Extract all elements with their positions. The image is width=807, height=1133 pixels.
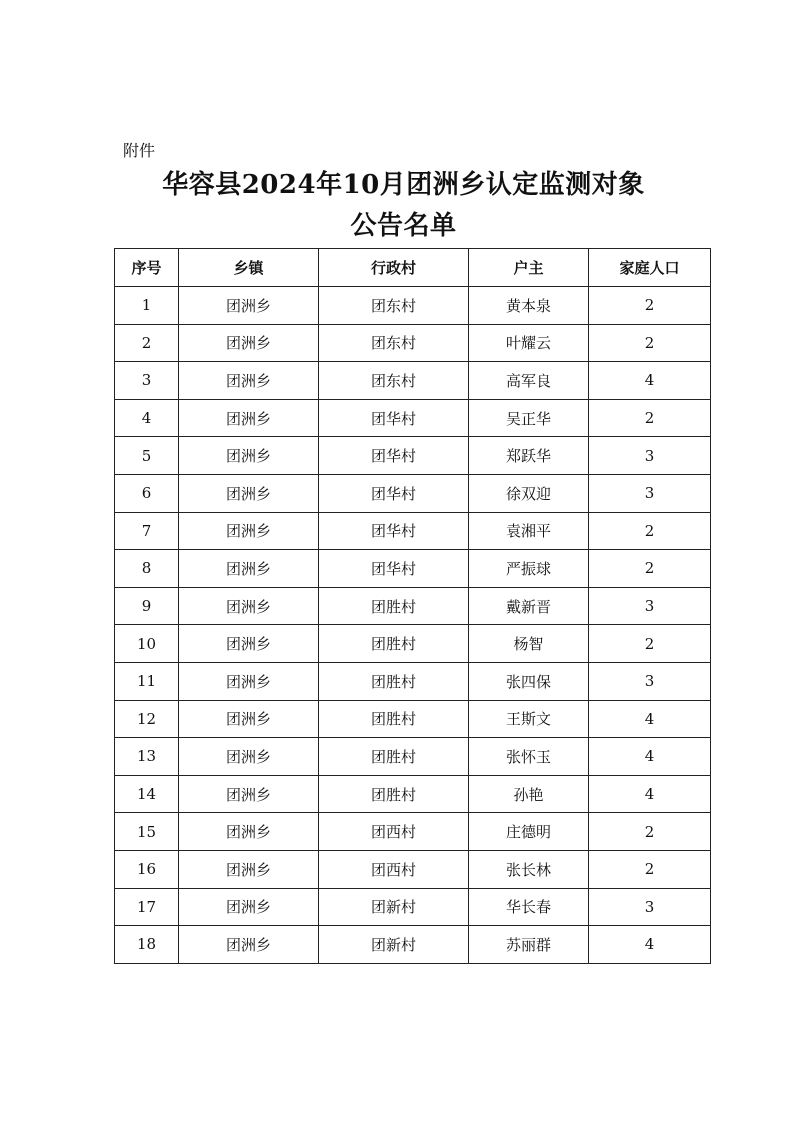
township-cell: 团洲乡 [179,512,319,550]
township-cell: 团洲乡 [179,662,319,700]
household-size-cell: 4 [589,775,711,813]
household-size-cell: 2 [589,512,711,550]
table-row [115,550,711,588]
household-size-cell: 3 [589,437,711,475]
table-header [115,249,711,287]
village-cell: 团新村 [319,888,469,926]
header-householder: 户主 [469,249,589,287]
village-cell: 团东村 [319,287,469,325]
table-row [115,324,711,362]
householder-cell: 严振球 [469,550,589,588]
householder-cell: 袁湘平 [469,512,589,550]
header-row [115,249,711,287]
table-row [115,888,711,926]
household-size-cell: 4 [589,700,711,738]
village-cell: 团东村 [319,362,469,400]
household-size-cell: 4 [589,926,711,964]
township-cell: 团洲乡 [179,813,319,851]
household-size-cell: 2 [589,813,711,851]
serial-cell: 10 [115,625,179,663]
township-cell: 团洲乡 [179,287,319,325]
household-size-cell: 3 [589,662,711,700]
householder-cell: 杨智 [469,625,589,663]
householder-cell: 张四保 [469,662,589,700]
township-cell: 团洲乡 [179,437,319,475]
table-row [115,362,711,400]
householder-cell: 高军良 [469,362,589,400]
household-size-cell: 2 [589,324,711,362]
table-row [115,512,711,550]
attachment-label: 附件 [123,141,156,160]
table-row [115,287,711,325]
village-cell: 团西村 [319,813,469,851]
village-cell: 团胜村 [319,662,469,700]
serial-cell: 14 [115,775,179,813]
serial-cell: 12 [115,700,179,738]
table-row [115,399,711,437]
household-size-cell: 3 [589,474,711,512]
table-row [115,587,711,625]
serial-cell: 7 [115,512,179,550]
monitoring-roster-table [114,248,711,964]
serial-cell: 3 [115,362,179,400]
household-size-cell: 2 [589,625,711,663]
village-cell: 团胜村 [319,625,469,663]
village-cell: 团华村 [319,437,469,475]
serial-cell: 4 [115,399,179,437]
serial-cell: 17 [115,888,179,926]
serial-cell: 8 [115,550,179,588]
table-row [115,437,711,475]
village-cell: 团新村 [319,926,469,964]
township-cell: 团洲乡 [179,926,319,964]
township-cell: 团洲乡 [179,474,319,512]
header-serial: 序号 [115,249,179,287]
serial-cell: 1 [115,287,179,325]
table-row [115,662,711,700]
household-size-cell: 4 [589,738,711,776]
householder-cell: 华长春 [469,888,589,926]
householder-cell: 孙艳 [469,775,589,813]
serial-cell: 5 [115,437,179,475]
table-row [115,700,711,738]
household-size-cell: 3 [589,587,711,625]
serial-cell: 13 [115,738,179,776]
document-title: 华容县2024年10月团洲乡认定监测对象 [162,170,645,200]
householder-cell: 苏丽群 [469,926,589,964]
household-size-cell: 4 [589,362,711,400]
village-cell: 团胜村 [319,738,469,776]
householder-cell: 王斯文 [469,700,589,738]
header-household-size: 家庭人口 [589,249,711,287]
table-row [115,926,711,964]
village-cell: 团华村 [319,399,469,437]
village-cell: 团华村 [319,474,469,512]
township-cell: 团洲乡 [179,550,319,588]
township-cell: 团洲乡 [179,738,319,776]
township-cell: 团洲乡 [179,399,319,437]
township-cell: 团洲乡 [179,625,319,663]
householder-cell: 吴正华 [469,399,589,437]
householder-cell: 郑跃华 [469,437,589,475]
serial-cell: 18 [115,926,179,964]
township-cell: 团洲乡 [179,324,319,362]
serial-cell: 6 [115,474,179,512]
village-cell: 团东村 [319,324,469,362]
village-cell: 团华村 [319,512,469,550]
householder-cell: 张怀玉 [469,738,589,776]
header-township: 乡镇 [179,249,319,287]
township-cell: 团洲乡 [179,775,319,813]
village-cell: 团西村 [319,850,469,888]
township-cell: 团洲乡 [179,587,319,625]
table-row [115,625,711,663]
township-cell: 团洲乡 [179,850,319,888]
village-cell: 团胜村 [319,775,469,813]
village-cell: 团华村 [319,550,469,588]
householder-cell: 张长林 [469,850,589,888]
household-size-cell: 3 [589,888,711,926]
table-row [115,738,711,776]
table-body [115,287,711,964]
householder-cell: 庄德明 [469,813,589,851]
township-cell: 团洲乡 [179,888,319,926]
household-size-cell: 2 [589,287,711,325]
serial-cell: 15 [115,813,179,851]
household-size-cell: 2 [589,550,711,588]
table-row [115,474,711,512]
householder-cell: 叶耀云 [469,324,589,362]
serial-cell: 16 [115,850,179,888]
village-cell: 团胜村 [319,587,469,625]
household-size-cell: 2 [589,850,711,888]
header-village: 行政村 [319,249,469,287]
table-row [115,850,711,888]
householder-cell: 徐双迎 [469,474,589,512]
document-subtitle: 公告名单 [350,211,457,241]
householder-cell: 戴新晋 [469,587,589,625]
table-row [115,813,711,851]
serial-cell: 2 [115,324,179,362]
serial-cell: 11 [115,662,179,700]
township-cell: 团洲乡 [179,362,319,400]
household-size-cell: 2 [589,399,711,437]
serial-cell: 9 [115,587,179,625]
table-row [115,775,711,813]
township-cell: 团洲乡 [179,700,319,738]
householder-cell: 黄本泉 [469,287,589,325]
village-cell: 团胜村 [319,700,469,738]
